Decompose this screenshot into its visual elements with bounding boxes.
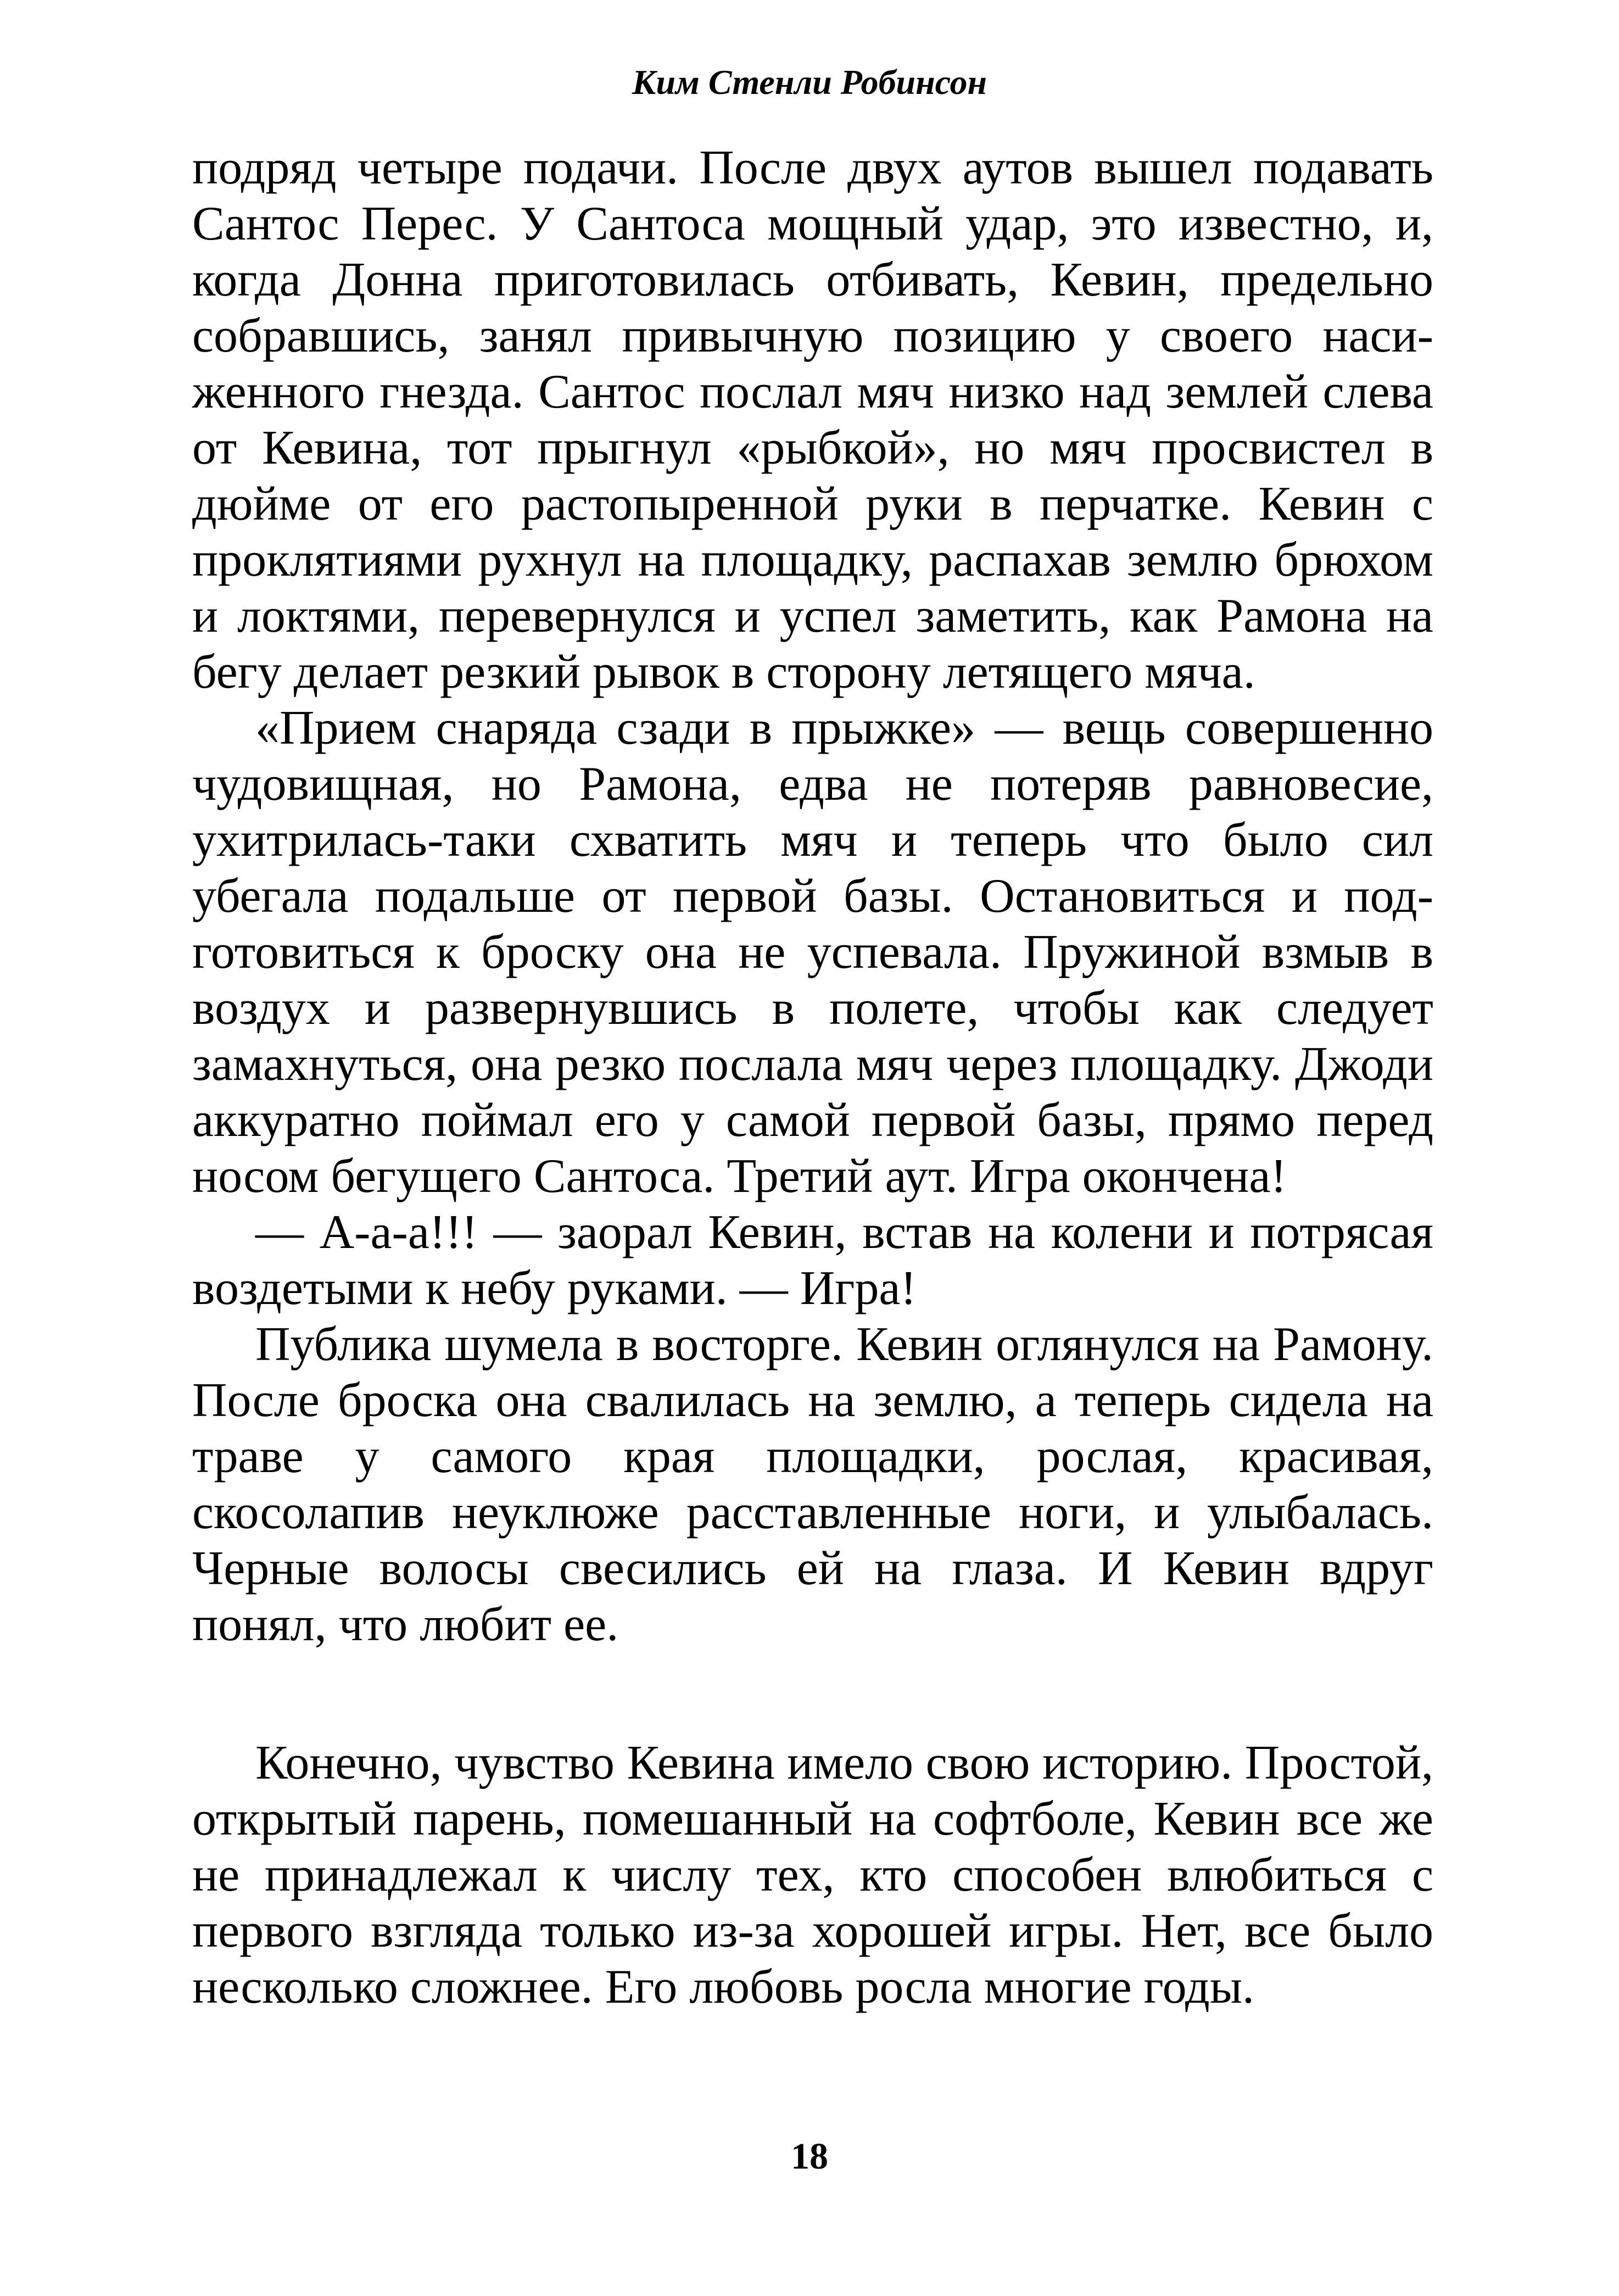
paragraph-catch: «Прием снаряда сзади в прыжке» — вещь совершенно чудовищная, но Рамона, едва не потеряв равновесие, ухитрилась-таки схватить мяч и теперь что было сил убегала подальше от первой базы. Остановиться и подготовиться к броску она не успевала. Пружиной взмыв в воздух и развернувшись в полете, чтобы как следует замахнуться, она резко послала мяч через площадку. Джоди аккуратно поймал его у самой первой базы, прямо перед носом бегущего Сантоса. Третий аут. Игра окончена!	[192, 701, 1433, 1203]
paragraph-continued: подряд четыре подачи. После двух аутов вышел подавать Сантос Перес. У Сантоса мощный удар, это известно, и, когда Донна приготовилась отбивать, Кевин, предельно собравшись, занял привычную позицию у своего насиженного гнезда. Сантос послал мяч низко над землей слева от Кевина, тот прыгнул «рыбкой», но мяч просвистел в дюйме от его растопыренной руки в перчатке. Кевин с проклятиями рухнул на площадку, распахав землю брюхом и локтями, перевернулся и успел заметить, как Рамона на бегу делает резкий рывок в сторону летящего мяча.	[192, 141, 1433, 699]
body-text	[192, 140, 1433, 2015]
paragraph-dialogue: — А-а-а!!! — заорал Кевин, встав на колени и потрясая воздетыми к небу руками. — Игра!	[192, 1206, 1433, 1315]
running-head-author: Ким Стенли Робинсон	[632, 63, 987, 102]
paragraph-history: Конечно, чувство Кевина имело свою историю. Простой, открытый парень, помешанный на софтболе, Кевин все же не принадлежал к числу тех, кто способен влюбиться с первого взгляда только из-за хорошей игры. Нет, все было несколько сложнее. Его любовь росла многие годы.	[192, 1736, 1433, 2014]
page-number: 18	[791, 2135, 828, 2177]
paragraph-crowd: Публика шумела в восторге. Кевин оглянулся на Рамону. После броска она свалилась на землю, а теперь сидела на траве у самого края площадки, рослая, красивая, скосолапив неуклюже расставленные ноги, и улыбалась. Черные волосы свесились ей на глаза. И Кевин вдруг понял, что любит ее.	[192, 1318, 1433, 1651]
